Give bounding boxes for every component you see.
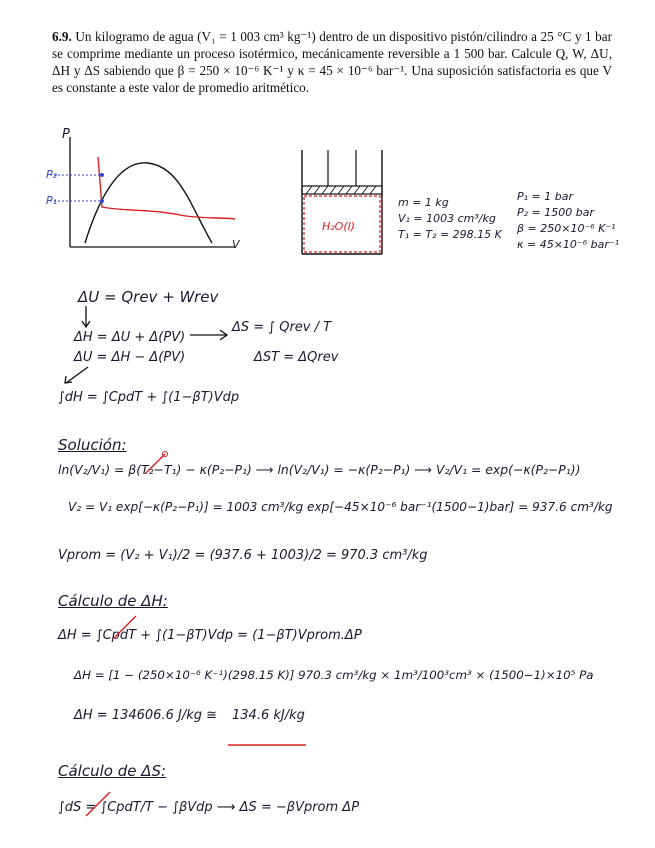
arrow-right-1 xyxy=(190,328,230,342)
solucion-line-1: ln(V₂/V₁) = β(T₂−T₁) − κ(P₂−P₁) ⟶ ln(V₂/V₁) = −κ(P₂−P₁) ⟶ V₂/V₁ = exp(−κ(P₂−P₁)) xyxy=(58,462,581,477)
given-right-3: κ = 45×10⁻⁶ bar⁻¹ xyxy=(517,238,620,251)
v-axis-label: V xyxy=(232,238,240,251)
eq-delta-s: ΔS = ∫ Qrev / T xyxy=(232,320,332,335)
strike-mark-2 xyxy=(112,612,142,640)
problem-statement xyxy=(52,28,612,96)
dh-line-1: ΔH = ∫CpdT + ∫(1−βT)Vdp = (1−βT)Vprom.ΔP xyxy=(58,628,362,643)
eq-delta-h: ΔH = ΔU + Δ(PV) xyxy=(74,330,186,345)
eq-delta-u: ΔU = Qrev + Wrev xyxy=(78,288,219,306)
piston-content-label: H₂O(l) xyxy=(322,220,355,233)
arrow-diag-1 xyxy=(62,365,92,385)
eq-delta-u-2: ΔU = ΔH − Δ(PV) xyxy=(74,350,186,365)
p1-label: P₁ xyxy=(46,194,58,207)
ds-line-1: ∫dS = ∫CpdT/T − ∫βVdp ⟶ ΔS = −βVprom ΔP xyxy=(58,800,360,815)
problem-number: 6.9. xyxy=(52,29,72,44)
p-axis-label: P xyxy=(62,127,70,142)
result-underline xyxy=(228,742,308,748)
given-left-2: T₁ = T₂ = 298.15 K xyxy=(398,228,502,241)
ds-heading: Cálculo de ΔS: xyxy=(58,762,167,780)
dh-line-2: ΔH = [1 − (250×10⁻⁶ K⁻¹)(298.15 K)] 970.3 cm³/kg × 1m³/100³cm³ × (1500−1)×10⁵ Pa xyxy=(74,668,594,682)
dh-heading: Cálculo de ΔH: xyxy=(58,592,168,610)
given-right-1: P₂ = 1500 bar xyxy=(517,206,594,219)
eq-integral-dh: ∫dH = ∫CpdT + ∫(1−βT)Vdp xyxy=(58,390,240,405)
p2-label: P₂ xyxy=(46,168,58,181)
arrow-down-1 xyxy=(80,306,100,328)
given-right-0: P₁ = 1 bar xyxy=(517,190,573,203)
strike-mark-1 xyxy=(143,450,169,476)
eq-delta-st: ΔST = ΔQrev xyxy=(254,350,339,365)
problem-text: Un kilogramo de agua (V₁ = 1 003 cm³ kg⁻¹) dentro de un dispositivo pistón/cilindro a 25 °C y 1 bar se comprime mediante un proceso isotérmico, mecánicamente reversible a 1 500 bar. Calcule Q, W, ΔU, ΔH y ΔS sabiendo que β = 250 × 10⁻⁶ K⁻¹ y κ = 45 × 10⁻⁶ bar⁻¹. Una suposición satisfactoria es que V es constante a este valor de promedio aritmético. xyxy=(52,29,612,95)
given-left-1: V₁ = 1003 cm³/kg xyxy=(398,212,496,225)
piston-cylinder xyxy=(298,148,388,258)
solucion-line-2: V₂ = V₁ exp[−κ(P₂−P₁)] = 1003 cm³/kg exp[−45×10⁻⁶ bar⁻¹(1500−1)bar] = 937.6 cm³/kg xyxy=(68,500,613,514)
dh-result: 134.6 kJ/kg xyxy=(232,708,305,723)
strike-mark-3 xyxy=(84,788,114,818)
given-left-0: m = 1 kg xyxy=(398,196,449,209)
given-right-2: β = 250×10⁻⁶ K⁻¹ xyxy=(517,222,616,235)
solucion-line-3: Vprom = (V₂ + V₁)/2 = (937.6 + 1003)/2 = 970.3 cm³/kg xyxy=(58,548,428,563)
solucion-heading: Solución: xyxy=(58,436,127,454)
dh-line-3a: ΔH = 134606.6 J/kg ≅ xyxy=(74,708,218,723)
pv-diagram xyxy=(40,135,240,255)
